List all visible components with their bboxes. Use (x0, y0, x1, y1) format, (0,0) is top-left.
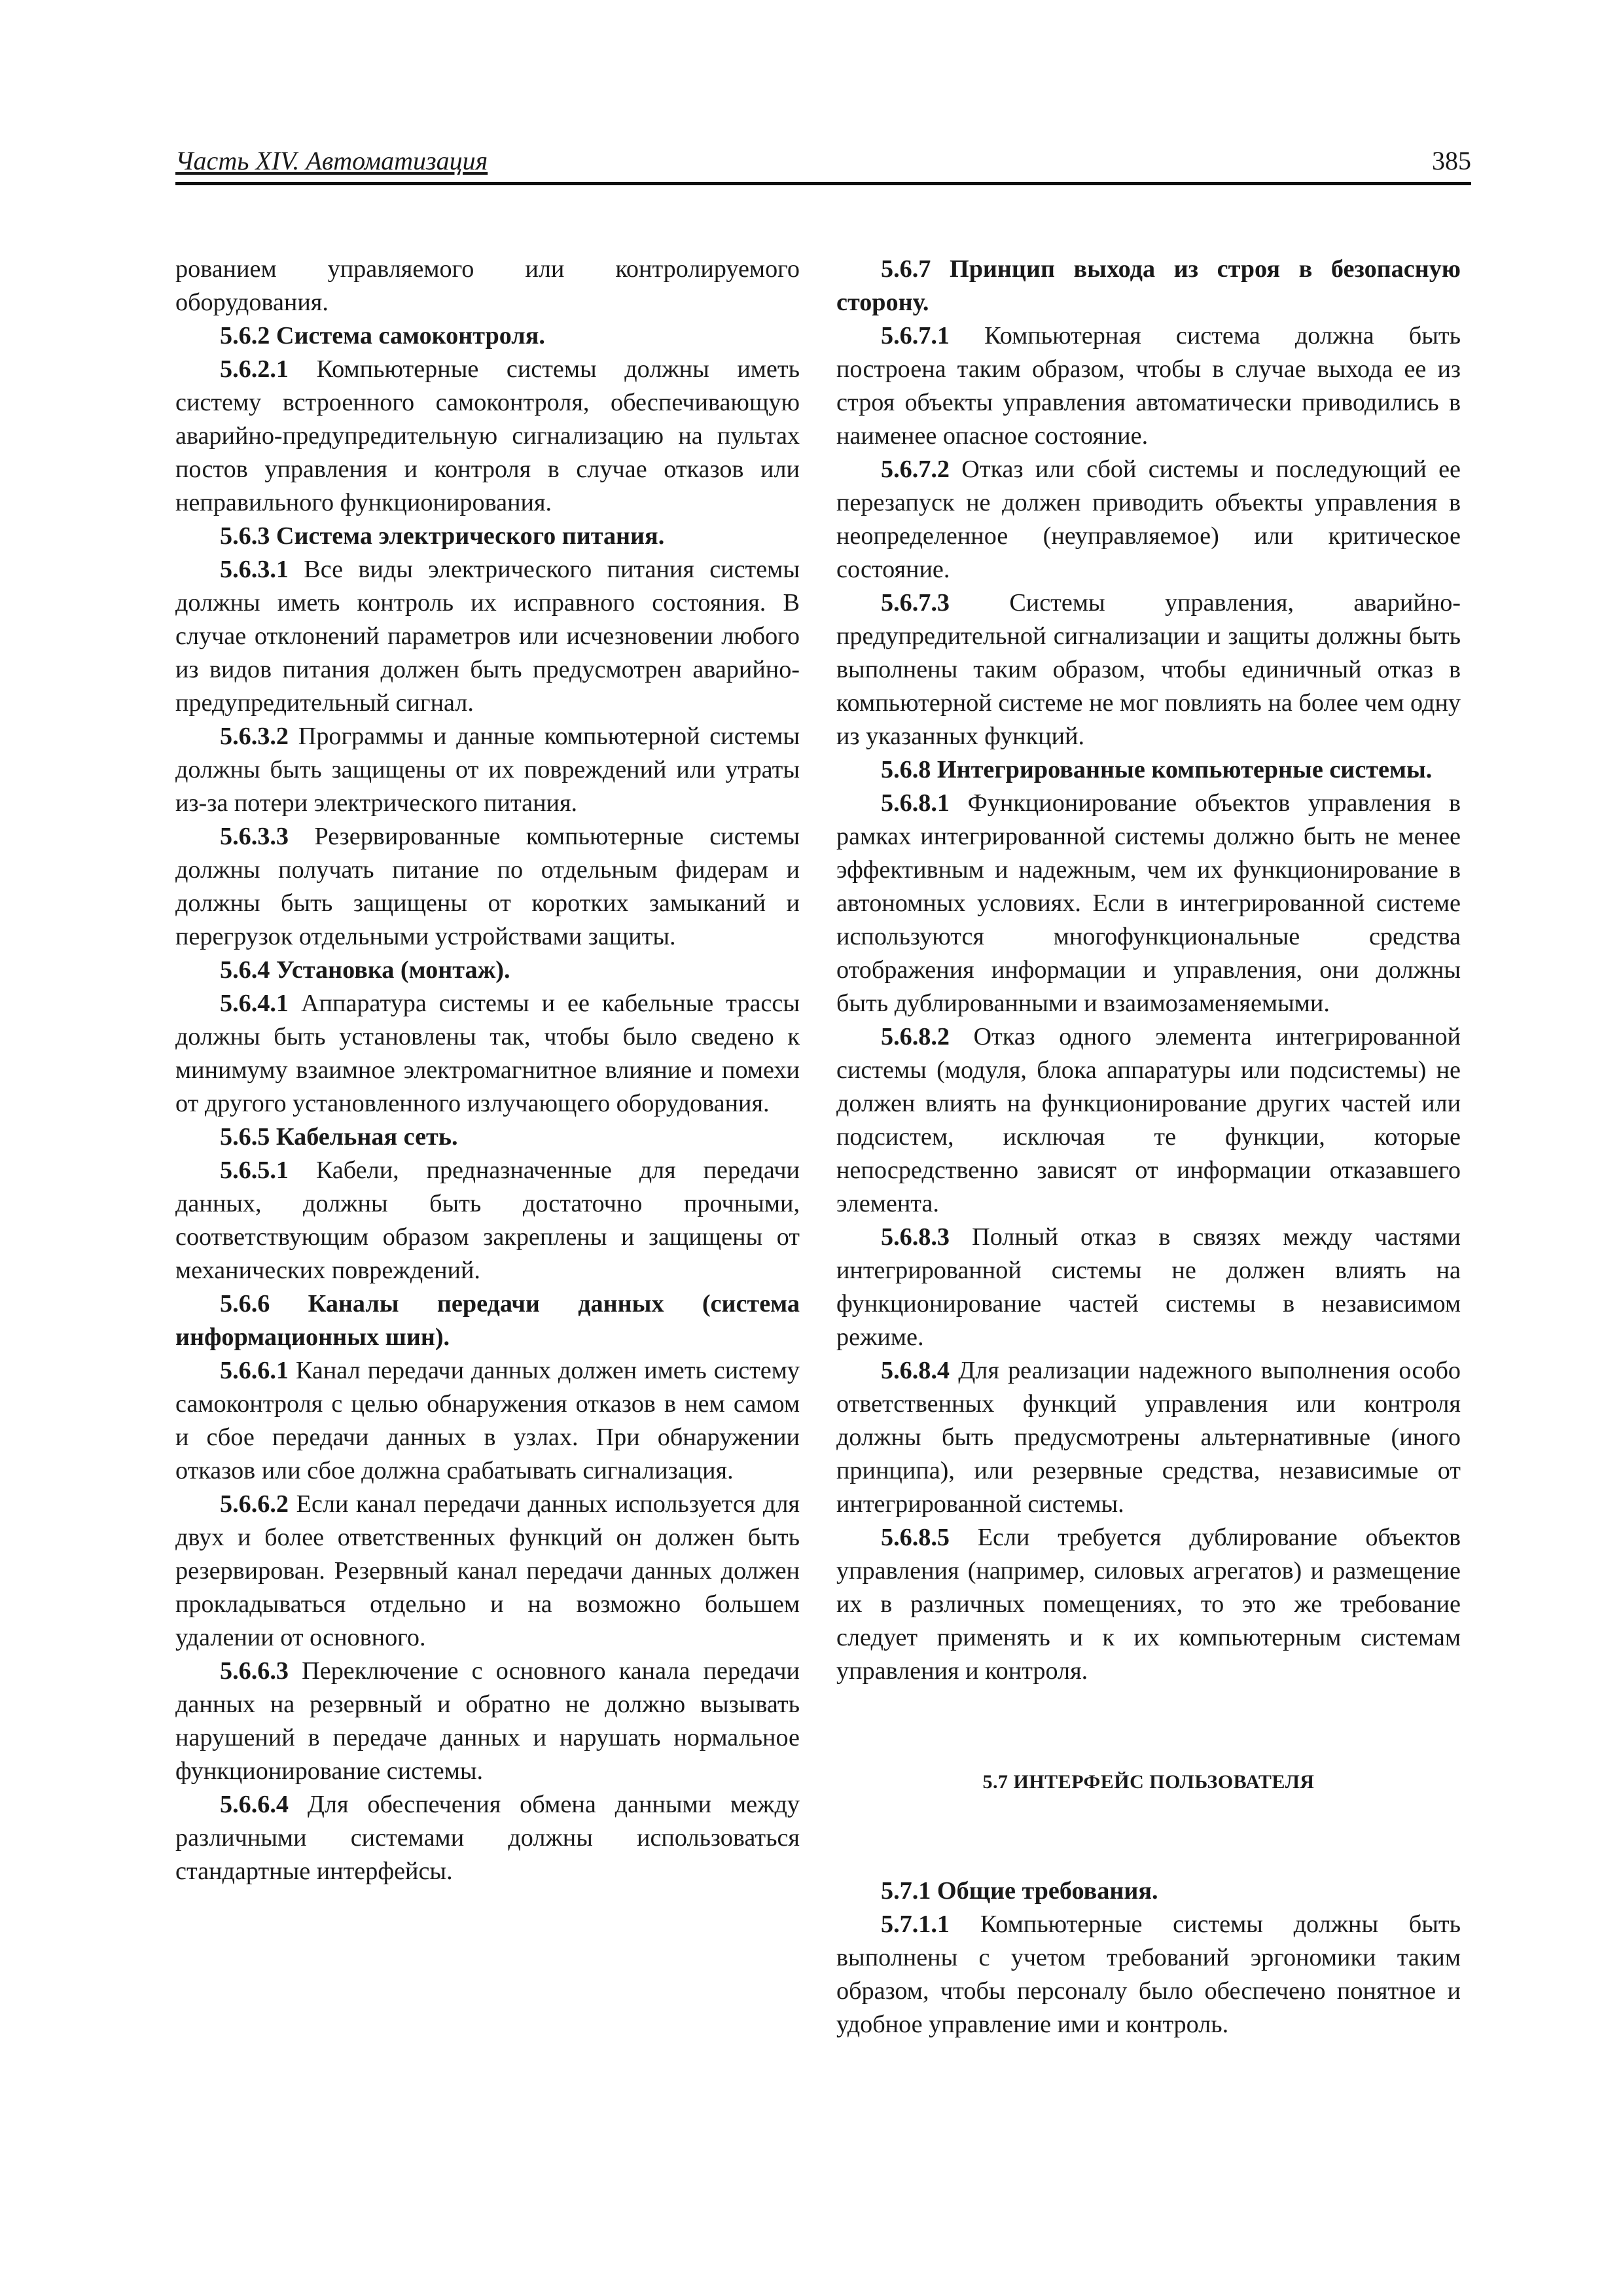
paragraph (836, 787, 1461, 1020)
paragraph-text: Компьютерная система должна быть построена таким образом, чтобы в случае выхода ее из строя объекты управления автоматически приводились в наименее опасное состояние. (836, 322, 1461, 450)
subsection-heading: 5.6.3 Система электрического питания. (220, 522, 665, 550)
paragraph-text: Для реализации надежного выполнения особо ответственных функций управления или контроля должны быть предусмотрены альтернативные (иного принципа), или резервные средства, независимые от интегрированной системы. (836, 1357, 1461, 1518)
paragraph-text: Кабели, предназначенные для передачи данных, должны быть достаточно прочными, соответствующим образом закреплены и защищены от механических повреждений. (175, 1157, 800, 1284)
clause-number: 5.6.5.1 (220, 1157, 289, 1184)
clause-number: 5.7.1.1 (881, 1910, 950, 1938)
clause-number: 5.6.6.1 (220, 1357, 289, 1384)
clause-number: 5.6.3.2 (220, 723, 289, 750)
paragraph (175, 1655, 800, 1788)
paragraph-text: Аппаратура системы и ее кабельные трассы должны быть установлены так, чтобы было сведено к минимуму взаимное электромагнитное влияние и помехи от другого установленного излучающего оборудования. (175, 990, 800, 1117)
paragraph (836, 1020, 1461, 1221)
paragraph (175, 1488, 800, 1655)
subsection-heading: 5.6.7 Принцип выхода из строя в безопасную сторону. (836, 255, 1461, 316)
paragraph-text: Системы управления, аварийно-предупредительной сигнализации и защиты должны быть выполнены таким образом, чтобы единичный отказ в компьютерной системе не мог повлиять на более чем одну из указанных функций. (836, 589, 1461, 750)
paragraph-text: Полный отказ в связях между частями интегрированной системы не должен влиять на функционирование частей системы в независимом режиме. (836, 1223, 1461, 1351)
paragraph-text: Резервированные компьютерные системы должны получать питание по отдельным фидерам и должны быть защищены от коротких замыканий и перегрузок отдельными устройствами защиты. (175, 823, 800, 950)
right-column (836, 253, 1461, 2041)
paragraph (836, 1354, 1461, 1521)
paragraph-text: Канал передачи данных должен иметь систему самоконтроля с целью обнаружения отказов в нем самом и сбое передачи данных в узлах. При обнаружении отказов или сбое должна срабатывать сигнализация. (175, 1357, 800, 1484)
paragraph (836, 319, 1461, 453)
clause-number: 5.6.8.3 (881, 1223, 950, 1251)
page-header (175, 143, 1471, 185)
clause-number: 5.6.7.3 (881, 589, 950, 617)
running-title: Часть XIV. Автоматизация (175, 146, 488, 175)
left-column (175, 253, 800, 1888)
paragraph-text: Функционирование объектов управления в рамках интегрированной системы должно быть не менее эффективным и надежным, чем их функционирование в автономных условиях. Если в интегрированной системе используются многофункциональные средства отображения информации и управления, они должны быть дублированными и взаимозаменяемыми. (836, 789, 1461, 1017)
paragraph (836, 586, 1461, 753)
paragraph-text: Отказ одного элемента интегрированной системы (модуля, блока аппаратуры или подсистемы) не должен влиять на функционирование других частей или подсистем, исключая те функции, которые непосредственно зависят от информации отказавшего элемента. (836, 1023, 1461, 1217)
section-title: 5.7 ИНТЕРФЕЙС ПОЛЬЗОВАТЕЛЯ (982, 1771, 1315, 1793)
paragraph-text: Все виды электрического питания системы должны иметь контроль их исправного состояния. В случае отклонений параметров или исчезновении любого из видов питания должен быть предусмотрен аварийно-предупредительный сигнал. (175, 556, 800, 717)
paragraph-text: Отказ или сбой системы и последующий ее перезапуск не должен приводить объекты управления в неопределенное (неуправляемое) или критическое состояние. (836, 456, 1461, 583)
paragraph (836, 1221, 1461, 1354)
clause-number: 5.6.8.4 (881, 1357, 950, 1384)
page-number: 385 (1432, 146, 1471, 175)
subsection-heading: 5.6.4 Установка (монтаж). (220, 956, 510, 984)
subsection-heading: 5.6.6 Каналы передачи данных (система информационных шин). (175, 1290, 800, 1351)
clause-number: 5.6.3.3 (220, 823, 289, 850)
subsection-heading: 5.7.1 Общие требования. (881, 1877, 1158, 1905)
paragraph (836, 453, 1461, 586)
paragraph (175, 553, 800, 720)
paragraph-text: Если канал передачи данных используется для двух и более ответственных функций он должен быть резервирован. Резервный канал передачи данных должен прокладываться отдельно и на возможно большем удалении от основного. (175, 1490, 800, 1651)
subsection-heading: 5.6.5 Кабельная сеть. (220, 1123, 458, 1151)
paragraph-text: Переключение с основного канала передачи данных на резервный и обратно не должно вызывать нарушений в передаче данных и нарушать нормальное функционирование системы. (175, 1657, 800, 1785)
clause-number: 5.6.6.3 (220, 1657, 289, 1685)
paragraph (175, 353, 800, 520)
clause-number: 5.6.3.1 (220, 556, 289, 583)
paragraph (836, 1521, 1461, 1688)
clause-number: 5.6.6.2 (220, 1490, 289, 1518)
subsection-heading: 5.6.2 Система самоконтроля. (220, 322, 545, 350)
paragraph (175, 820, 800, 954)
paragraph (175, 1154, 800, 1287)
clause-number: 5.6.8.2 (881, 1023, 950, 1050)
paragraph-text: Программы и данные компьютерной системы должны быть защищены от их повреждений или утраты из-за потери электрического питания. (175, 723, 800, 817)
paragraph (175, 1788, 800, 1888)
paragraph-text: Для обеспечения обмена данными между различными системами должны использоваться стандартные интерфейсы. (175, 1791, 800, 1885)
clause-number: 5.6.8.5 (881, 1524, 950, 1551)
clause-number: 5.6.6.4 (220, 1791, 289, 1818)
clause-number: 5.6.8.1 (881, 789, 950, 817)
paragraph (836, 1908, 1461, 2041)
paragraph-text: Если требуется дублирование объектов управления (например, силовых агрегатов) и размещение их в различных помещениях, то это же требование следует применять и к их компьютерным системам управления и контроля. (836, 1524, 1461, 1685)
paragraph-text: Компьютерные системы должны иметь систему встроенного самоконтроля, обеспечивающую аварийно-предупредительную сигнализацию на пультах постов управления и контроля в случае отказов или неправильного функционирования. (175, 355, 800, 516)
paragraph (175, 1354, 800, 1488)
clause-number: 5.6.7.1 (881, 322, 950, 350)
paragraph (175, 720, 800, 820)
paragraph (175, 987, 800, 1121)
clause-number: 5.6.2.1 (220, 355, 289, 383)
clause-number: 5.6.7.2 (881, 456, 950, 483)
paragraph: рованием управляемого или контролируемого оборудования. (175, 255, 800, 316)
clause-number: 5.6.4.1 (220, 990, 289, 1017)
subsection-heading: 5.6.8 Интегрированные компьютерные системы. (881, 756, 1433, 783)
paragraph-text: Компьютерные системы должны быть выполнены с учетом требований эргономики таким образом, чтобы персоналу было обеспечено понятное и удобное управление ими и контроль. (836, 1910, 1461, 2038)
